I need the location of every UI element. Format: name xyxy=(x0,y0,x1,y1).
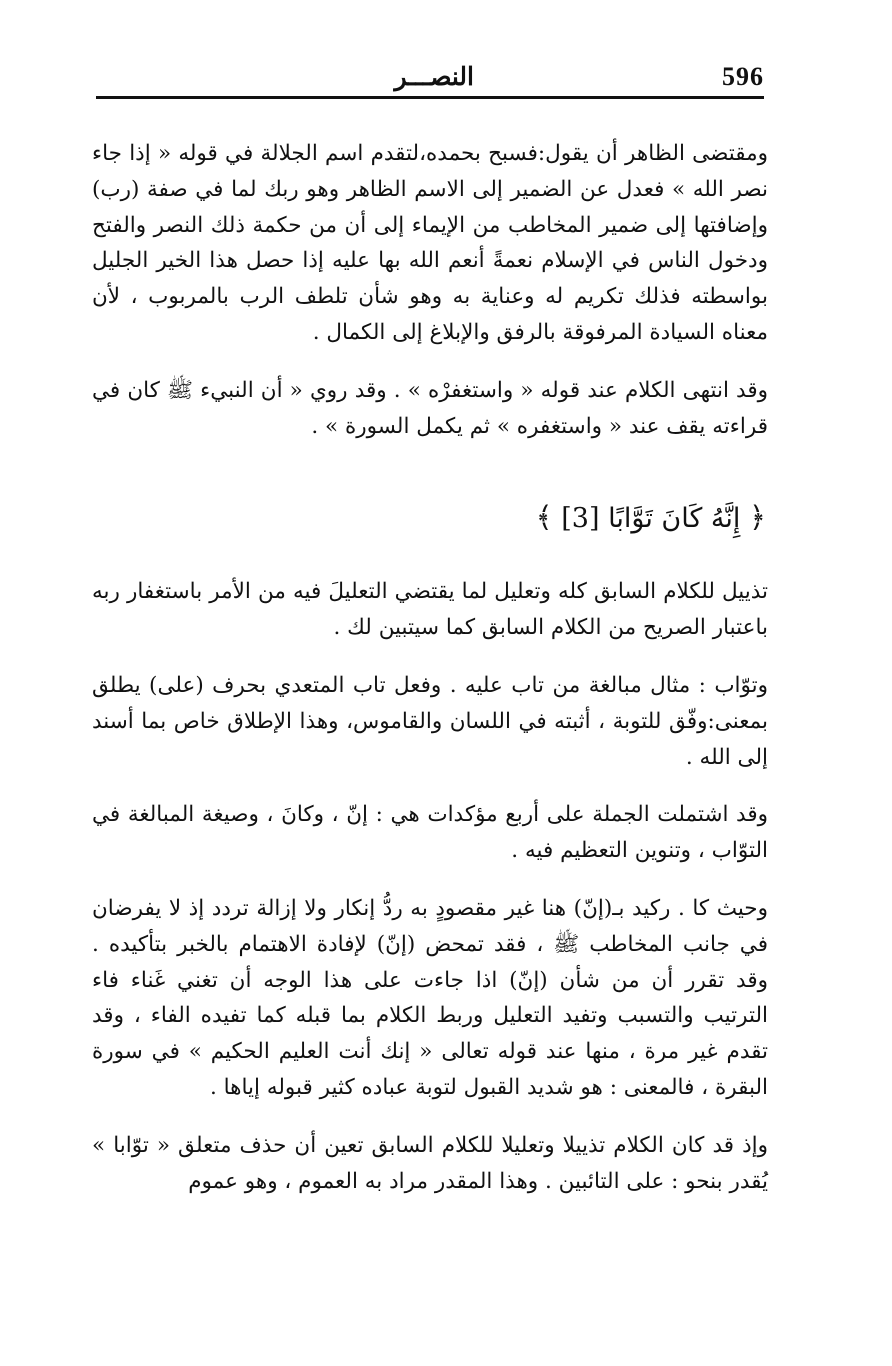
commentary-paragraph: وقد انتهى الكلام عند قوله « واستغفرْه » . وقد روي « أن النبيء ﷺ كان في قراءته يقف عند « واستغفره » ثم يكمل السورة » . xyxy=(92,377,768,439)
page-number: 596 xyxy=(722,62,764,91)
verse-open-mark: ﴿ xyxy=(749,500,766,535)
verse-close-mark: ﴾ xyxy=(535,500,553,535)
commentary-paragraph: ومقتضى الظاهر أن يقول:فسبح بحمده،لتقدم اسم الجلالة في قوله « إذا جاء نصر الله » فعدل عن الضمير إلى الاسم الظاهر وهو ربك لما في صفة (رب) وإضافتها إلى ضمير المخاطب من الإيماء إلى أن من حكمة ذلك النصر والفتح ودخول الناس في الإسلام نعمةً أنعم الله بها عليه إذا حصل هذا الخير الجليل بواسطته فذلك تكريم له وعناية به وهو شأن تلطف الرب بالمربوب ، لأن معناه السيادة المرفوقة بالرفق والإبلاغ إلى الكمال . xyxy=(92,141,768,345)
surah-title: النصـــر xyxy=(394,62,474,91)
commentary-paragraph: وحيث كا . ركيد بـ(إنّ) هنا غير مقصودٍ به ردُّ إنكار ولا إزالة تردد إذ لا يفرضان في جانب المخاطب ﷺ ، فقد تمحض (إنّ) لإفادة الاهتمام بالخبر بتأكيده . وقد تقرر أن من شأن (إنّ) اذا جاءت على هذا الوجه أن تغني غَناء فاء الترتيب والتسبب وتفيد التعليل وربط الكلام بما قبله كما تفيده الفاء ، وقد تقدم غير مرة ، منها عند قوله تعالى « إنك أنت العليم الحكيم » في سورة البقرة ، فالمعنى : هو شديد القبول لتوبة عباده كثير قبوله إياها . xyxy=(92,895,768,1100)
commentary-paragraph: تذييل للكلام السابق كله وتعليل لما يقتضي التعليلَ فيه من الأمر باستغفار ربه باعتبار الصريح من الكلام السابق كما سيتبين لك . xyxy=(92,579,768,641)
page-header xyxy=(96,54,764,98)
commentary-paragraph: وتوّاب : مثال مبالغة من تاب عليه . وفعل تاب المتعدي بحرف (على) يطلق بمعنى:وفّق للتوبة ، أثبته في اللسان والقاموس، وهذا الإطلاق خاص بما أسند إلى الله . xyxy=(92,672,768,770)
commentary-paragraph: وإذ قد كان الكلام تذييلا وتعليلا للكلام السابق تعين أن حذف متعلق « توّابا » يُقدر بنحو : على التائبين . وهذا المقدر مراد به العموم ، وهو عموم xyxy=(92,1132,768,1194)
header-rule xyxy=(96,96,764,99)
commentary-paragraph: وقد اشتملت الجملة على أربع مؤكدات هي : إنّ ، وكانَ ، وصيغة المبالغة في التوّاب ، وتنوين التعظيم فيه . xyxy=(92,802,768,864)
verse-text: إِنَّهُ كَانَ تَوَّابًا xyxy=(608,503,741,535)
verse-number: [3] xyxy=(561,503,600,535)
quran-verse xyxy=(92,498,766,538)
commentary-body xyxy=(92,136,768,1199)
